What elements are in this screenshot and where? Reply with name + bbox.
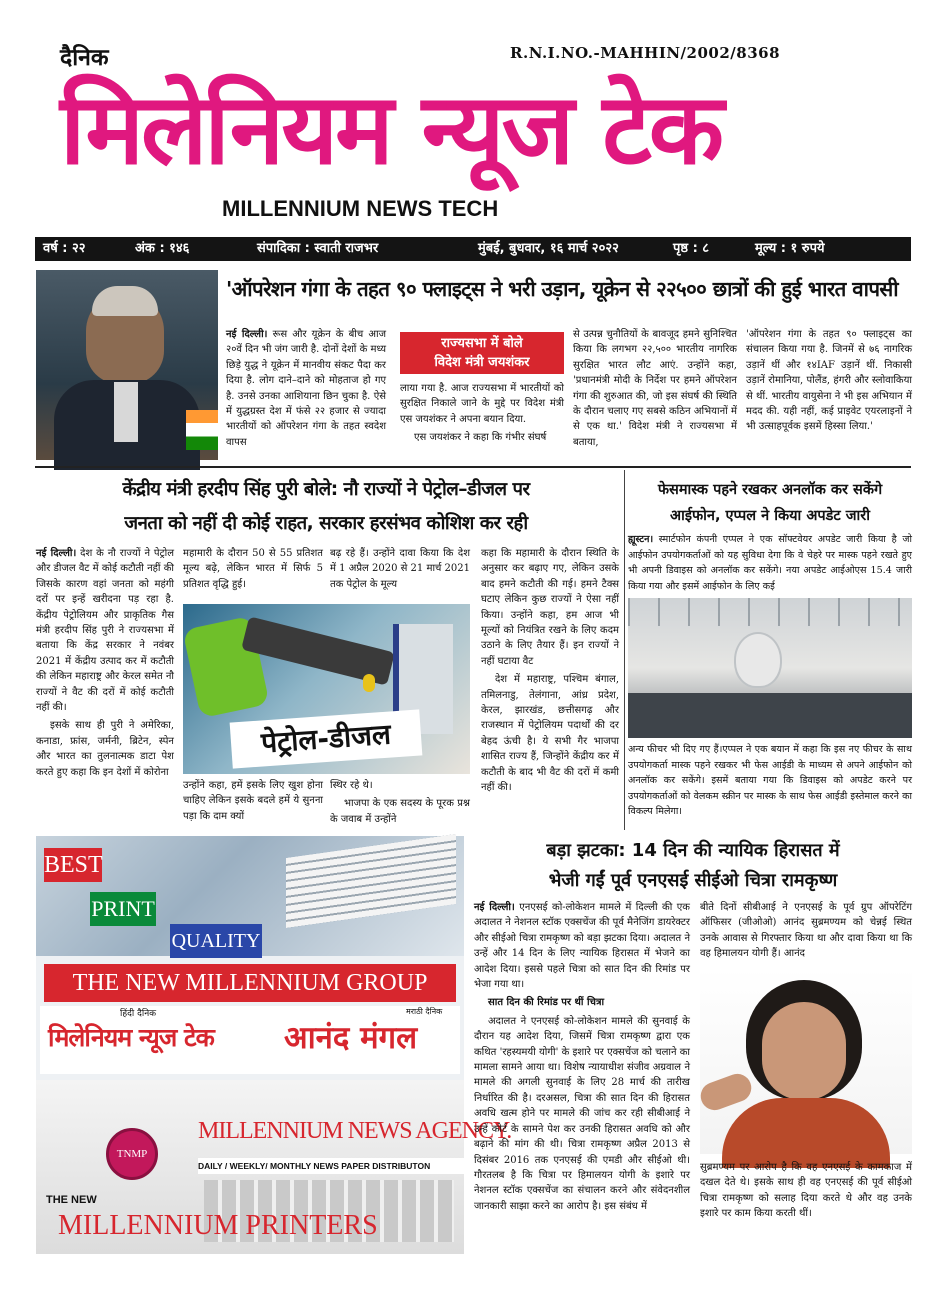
story1-dateline: नई दिल्ली। bbox=[226, 329, 268, 340]
story2-col3-text: बढ़ रहे हैं। उन्होंने दावा किया कि देश में 1 अप्रैल 2020 से 21 मार्च 2021 तक पेट्रोल के मूल्य bbox=[330, 548, 471, 590]
story3-dateline: ह्यूस्टन। bbox=[628, 534, 654, 545]
story3-headline-line1: फेसमास्क पहने रखकर अनलॉक कर सकेंगे bbox=[657, 482, 883, 498]
ad-group-name: THE NEW MILLENNIUM GROUP bbox=[44, 964, 456, 1002]
petrol-pump-image bbox=[183, 604, 470, 774]
ad-hindi-daily: हिंदी दैनिक bbox=[120, 1009, 157, 1019]
page-count: पृष्ठ : ८ bbox=[673, 241, 710, 256]
story1-subhead-box bbox=[400, 332, 564, 374]
story1-col4 bbox=[746, 327, 912, 462]
ad-logo-text: TNMP bbox=[116, 1148, 148, 1160]
story2-col1 bbox=[36, 546, 174, 821]
story4-col2 bbox=[700, 900, 912, 966]
story4-text4: सुब्रमण्यम पर आरोप है कि वह एनएसई के कामकाज में दखल देते थे। इसके साथ ही वह एनएसई की पूर्व सीईओ चित्रा रामकृष्ण को सलाह दिया करते थे और वह उनके इशारे पर काम किया करती थीं। bbox=[700, 1162, 912, 1220]
ad-agency: MILLENNIUM NEWS AGENCY. bbox=[198, 1118, 512, 1144]
masthead-daily: दैनिक bbox=[60, 45, 109, 71]
rni-number: R.N.I.NO.-MAHHIN/2002/8368 bbox=[510, 44, 781, 62]
story2-below-col3a: स्थिर रहे थे। bbox=[330, 780, 373, 791]
ad-quality: QUALITY bbox=[170, 924, 262, 958]
story1-col2 bbox=[400, 381, 564, 461]
story1-col3-text: से उत्पन्न चुनौतियों के बावजूद हमने सुनिश्चित किया कि लगभग २२,५०० भारतीय नागरिक सुरक्षित भारत लौट आएं. उन्होंने कहा, 'प्रधानमंत्री मोदी के निर्देश पर हमने ऑपरेशन गंगा की शुरुआत की, जो इस संघर्ष की स्थिति के दौरान चलाए गए सबसे कठिन अभियानों में से एक था.' विदेश मंत्री ने राज्यसभा में बताया, bbox=[573, 329, 737, 448]
jaishankar-photo bbox=[36, 270, 218, 460]
story2-col1-text2: इसके साथ ही पुरी ने अमेरिका, कनाडा, फ्रांस, जर्मनी, ब्रिटेन, स्पेन और भारत का तुलनात्मक डाटा पेश करते हुए कहा कि इन देशों में कोरोना bbox=[36, 720, 174, 778]
story1-subhead-line1: राज्यसभा में बोले bbox=[441, 336, 523, 351]
price: मूल्य : १ रुपये bbox=[755, 241, 825, 256]
story1-headline: 'ऑपरेशन गंगा के तहत ९० फ्लाइट्स ने भरी उड़ान, यूक्रेन से २२५०० छात्रों की हुई भारत वापसी bbox=[226, 277, 898, 301]
story2-col3 bbox=[330, 546, 470, 606]
issue-number: अंक : १४६ bbox=[135, 241, 190, 256]
story4-text3: बीते दिनों सीबीआई ने एनएसई के पूर्व ग्रुप ऑपरेटिंग ऑफिसर (जीओओ) आनंद सुब्रमण्यम को चेन्नई स्थित उनके आवास से गिरफ्तार किया था और दावा किया था कि वह हिमालयन योगी हैं। आनंद bbox=[700, 902, 912, 960]
divider bbox=[35, 466, 911, 468]
ad-print: PRINT bbox=[90, 892, 156, 926]
story3-headline-line2: आईफोन, एप्पल ने किया अपडेट जारी bbox=[670, 508, 870, 524]
story3-text1-body: स्मार्टफोन कंपनी एप्पल ने एक सॉफ्टवेयर अपडेट जारी किया है जो आईफोन उपयोगकर्ताओं को यह सुविधा देगा कि वे चेहरे पर मास्क पहने रखते हुए भी अपनी डिवाइस को अनलॉक कर सकेंगे। नया अपडेट आईओएस 15.4 जारी किया गया और इसमें आईफोन के लिए कई bbox=[628, 534, 912, 592]
story1-col2-text2: एस जयशंकर ने कहा कि गंभीर संघर्ष bbox=[414, 432, 547, 444]
ad-printers: MILLENNIUM PRINTERS bbox=[58, 1210, 378, 1241]
story2-col1-text: देश के नौ राज्यों ने पेट्रोल और डीजल वैट में कोई कटौती नहीं की जिसके कारण वहां जनता को महंगी दरों पर इन्हें खरीदना पड़ रहा है. केंद्रीय पेट्रोलियम और प्राकृतिक गैस मंत्री हरदीप सिंह पुरी ने राज्यसभा में बताया कि केंद्र सरकार ने नवंबर 2021 में केंद्रीय उत्पाद कर में कटौती की लेकिन महाराष्ट्र और केरल समेत नौ राज्यों ने वैट की दरों में कोई कटौती नहीं की। bbox=[36, 548, 174, 714]
story2-below-col2-text: उन्होंने कहा, हमें इसके लिए खुश होना चाहिए लेकिन इसके बदले हमें ये सुनना पड़ा कि दाम क्यों bbox=[183, 780, 323, 822]
story3-text2 bbox=[628, 742, 912, 822]
story1-col2-text: लाया गया है. आज राज्यसभा में भारतीयों को सुरक्षित निकाले जाने के मुद्दे पर विदेश मंत्री एस जयशंकर ने अपना बयान दिया. bbox=[400, 383, 564, 425]
story2-col4-text2: देश में महाराष्ट्र, पश्चिम बंगाल, तमिलनाडु, तेलंगाना, आंध्र प्रदेश, केरल, झारखंड, छत्तीसगढ़ और राजस्थान में पेट्रोलियम पदार्थों की दर बेहद ऊंची है। ये सभी गैर भाजपा शासित राज्य हैं, जिन्होंने केंद्रीय कर में कटौती के बाद भी वैट की दरों में कमी नहीं की। bbox=[481, 674, 619, 794]
ad-logo bbox=[106, 1128, 158, 1180]
story2-dateline: नई दिल्ली। bbox=[36, 548, 77, 559]
story2-headline-line2: जनता को नहीं दी कोई राहत, सरकार हरसंभव कोशिश कर रही bbox=[124, 513, 528, 534]
story2-col2 bbox=[183, 546, 323, 606]
masthead-title: मिलेनियम न्यूज टेक bbox=[60, 73, 722, 187]
story4-col2-bottom bbox=[700, 1160, 912, 1256]
story3-text1 bbox=[628, 532, 912, 596]
story1-col4-text: 'ऑपरेशन गंगा के तहत ९० फ्लाइट्स का संचालन किया गया है. जिनमें से ७६ नागरिक उड़ानें थीं और १४IAF उड़ानें थीं. निकासी उड़ानें रोमानिया, पोलैंड, हंगरी और स्लोवाकिया से थीं. भारतीय वायुसेना ने भी इस अभियान में मदद की. यही नहीं, कई प्राइवेट एयरलाइनों ने भी उत्साहपूर्वक इसमें हिस्सा लिया.' bbox=[746, 329, 912, 433]
story4-dateline: नई दिल्ली। bbox=[474, 902, 515, 913]
story4-col1 bbox=[474, 900, 690, 1260]
chitra-ramkrishna-photo bbox=[700, 968, 912, 1154]
ad-paper2: आनंद मंगल bbox=[284, 1020, 418, 1056]
story1-col1-text: रूस और यूक्रेन के बीच आज २०वें दिन भी जंग जारी है. दोनों देशों के मध्य छिड़े युद्ध ने यूक्रेन में मानवीय संकट पैदा कर दिया है. लोग दाने–दाने को मोहताज हो गए है. उनसे उनका आशियाना छिन चुका है. ऐसे में युद्धग्रस्त देश में फंसे २२ हजार से ज्यादा भारतीयों को ऑपरेशन गंगा के तहत स्वदेश वापस bbox=[226, 329, 386, 448]
ad-best: BEST bbox=[44, 848, 102, 882]
story4-text1: एनएसई को-लोकेशन मामले में दिल्ली की एक अदालत ने नेशनल स्टॉक एक्सचेंज की पूर्व मैनेजिंग डायरेक्टर और सीईओ चित्रा रामकृष्ण को बड़ा झटका दिया। अदालत ने उन्हें और 14 दिन के लिए न्यायिक हिरासत में भेजने का आदेश दिया। इससे पहले चित्रा को सात दिन की रिमांड पर भेजा गया था। bbox=[474, 902, 690, 991]
ad-marathi-daily: मराठी दैनिक bbox=[406, 1007, 443, 1016]
ad-printers-pre: THE NEW bbox=[46, 1194, 97, 1206]
story2-col2-text: महामारी के दौरान 50 से 55 प्रतिशत मूल्य बढ़े, लेकिन भारत में सिर्फ 5 प्रतिशत वृद्धि हुई। bbox=[183, 548, 323, 590]
story4-text2: अदालत ने एनएसई को-लोकेशन मामले की सुनवाई के दौरान यह आदेश दिया, जिसमें चित्रा रामकृष्ण द्वारा एक कथित 'रहस्यमयी योगी' के इशारे पर एक्सचेंज को चलाने का मामला सामने आया था। विशेष न्यायाधीश संजीव अग्रवाल ने मामले की अगली सुनवाई के लिए 28 मार्च की तारीख निर्धारित की है। दरअसल, चित्रा की सात दिन की हिरासत अवधि खत्म होने पर मामले की जांच कर रही सीबीआई ने उन्हें कोर्ट के सामने पेश कर उनकी हिरासत अवधि को और बढ़ाने की मांग की थी। चित्रा रामकृष्ण अप्रैल 2013 से दिसंबर 2016 तक एनएसई की एमडी और सीईओ थी। गौरतलब है कि चित्रा पर हिमालयन योगी के इशारे पर नेशनल स्टॉक एक्सचेंज का संचालन करने और संवेदनशील जानकारी साझा करने का आरोप है। इस संबंध में bbox=[474, 1015, 690, 1212]
story2-col4 bbox=[481, 546, 619, 824]
info-bar bbox=[35, 237, 911, 261]
story1-col1 bbox=[226, 327, 386, 462]
petrol-diesel-caption: पेट्रोल-डीजल bbox=[230, 709, 423, 768]
issue-year: वर्ष : २२ bbox=[43, 241, 86, 256]
masthead-title-english: MILLENNIUM NEWS TECH bbox=[222, 196, 499, 221]
apple-logo-icon bbox=[736, 634, 780, 686]
story1-subhead-line2: विदेश मंत्री जयशंकर bbox=[434, 355, 530, 370]
story4-headline-line2: भेजी गईं पूर्व एनएसई सीईओ चित्रा रामकृष्ण bbox=[548, 870, 838, 891]
story2-below-col2 bbox=[183, 778, 323, 824]
story4-subhead: सात दिन की रिमांड पर थीं चित्रा bbox=[488, 997, 605, 1009]
story3-text2-body: अन्य फीचर भी दिए गए हैं।एप्पल ने एक बयान में कहा कि इस नए फीचर के साथ उपयोगकर्ता मास्क पहने रखकर भी फेस आईडी के माध्यम से अपने आईफोन को अनलॉक कर सकेंगे। इसमें बताया गया कि डिवाइस को अपडेट करने पर उपयोगकर्ताओं को वेलकम स्क्रीन पर मास्क के साथ फेस आईडी इस्तेमाल करने का विकल्प मिलेगा। bbox=[628, 744, 912, 818]
editor-name: संपादिका : स्वाती राजभर bbox=[257, 241, 379, 256]
ad-paper1: मिलेनियम न्यूज टेक bbox=[48, 1023, 214, 1052]
story2-below-col3 bbox=[330, 778, 470, 824]
ad-agency-sub: DAILY / WEEKLY/ MONTHLY NEWS PAPER DISTRIBUTON bbox=[198, 1158, 464, 1174]
story1-col3 bbox=[573, 327, 737, 462]
story2-below-col3b: भाजपा के एक सदस्य के पूरक प्रश्न के जवाब में उन्होंने bbox=[330, 798, 470, 825]
story2-headline-line1: केंद्रीय मंत्री हरदीप सिंह पुरी बोले: नौ राज्यों ने पेट्रोल–डीजल पर bbox=[122, 479, 530, 500]
dateline: मुंबई, बुधवार, १६ मार्च २०२२ bbox=[478, 241, 619, 256]
vertical-divider bbox=[624, 470, 625, 830]
apple-store-photo bbox=[628, 598, 912, 738]
story2-col4-text: कहा कि महामारी के दौरान स्थिति के अनुसार कर बढ़ाए गए, लेकिन उसके बाद हमने कटौती की गई। हमने टैक्स घटाए लेकिन कुछ राज्यों ने ऐसा नहीं किया। उन्होंने कहा, हम आज भी मूल्यों को नियंत्रित रखने के लिए कदम उठाने के लिए तैयार हैं। इन राज्यों ने नहीं घटाया वैट bbox=[481, 548, 619, 667]
story4-headline-line1: बड़ा झटका: 14 दिन की न्यायिक हिरासत में bbox=[546, 840, 840, 861]
